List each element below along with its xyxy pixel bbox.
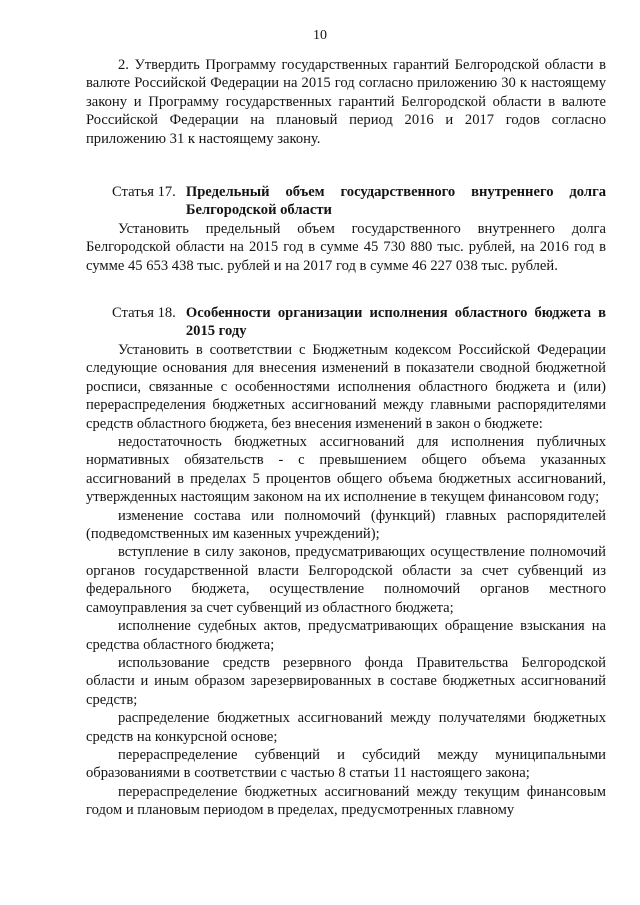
- article-17-heading: [112, 183, 606, 220]
- article-17-body: [86, 220, 606, 275]
- article-18-item: недостаточность бюджетных ассигнований для исполнения публичных нормативных обязательств - с превышением общего объема указанных ассигнований в пределах 5 процентов общего объема бюджетных ассигнований, утвержденных настоящим законом на их исполнение в текущем финансовом году;: [86, 434, 606, 506]
- item-2-text: 2. Утвердить Программу государственных гарантий Белгородской области в валюте Российской Федерации на 2015 год согласно приложению 30 к настоящему закону и Программу государственных гарантий Белгородской области в валюте Российской Федерации на плановый период 2016 и 2017 годов согласно приложению 31 к настоящему закону.: [86, 57, 606, 147]
- article-18-item: распределение бюджетных ассигнований между получателями бюджетных средств на конкурсной основе;: [86, 710, 606, 745]
- article-18-body: [86, 341, 606, 820]
- article-18-item: вступление в силу законов, предусматривающих осуществление полномочий органов государственной власти Белгородской области за счет субвенций из федерального бюджета, осуществление полномочий органов местного самоуправления за счет субвенций из областного бюджета;: [86, 544, 606, 616]
- article-18-item: исполнение судебных актов, предусматривающих обращение взыскания на средства областного бюджета;: [86, 618, 606, 653]
- article-18-heading: [112, 304, 606, 341]
- article-18-item: перераспределение бюджетных ассигнований между текущим финансовым годом и плановым периодом в пределах, предусмотренных главному: [86, 783, 606, 819]
- page-number: 10: [313, 28, 327, 43]
- article-17-title: Предельный объем государственного внутреннего долга Белгородской области: [185, 184, 606, 219]
- article-18-item: использование средств резервного фонда Правительства Белгородской области и иным образом зарезервированных в составе бюджетных ассигнований средств;: [86, 654, 606, 708]
- article-18-intro: Установить в соответствии с Бюджетным кодексом Российской Федерации следующие основания для внесения изменений в показатели сводной бюджетной росписи, связанные с особенностями исполнения областного бюджета и (или) перераспределения бюджетных ассигнований между главными распорядителями средств областного бюджета, без внесения изменений в закон о бюджете:: [86, 342, 606, 432]
- article-17-label: Статья 17.: [112, 184, 176, 200]
- article-18-item: перераспределение субвенций и субсидий между муниципальными образованиями в соответствии с частью 8 статьи 11 настоящего закона;: [86, 746, 606, 782]
- article-18-label: Статья 18.: [112, 305, 176, 321]
- paragraph-item-2: [86, 56, 606, 148]
- article-17-text: Установить предельный объем государственного внутреннего долга Белгородской области на 2015 год в сумме 45 730 880 тыс. рублей, на 2016 год в сумме 45 653 438 тыс. рублей и на 2017 год в сумме 46 227 038 тыс. рублей.: [86, 221, 606, 274]
- article-18-item: изменение состава или полномочий (функций) главных распорядителей (подведомственных им казенных учреждений);: [86, 507, 606, 543]
- article-18-title: Особенности организации исполнения областного бюджета в 2015 году: [185, 305, 606, 340]
